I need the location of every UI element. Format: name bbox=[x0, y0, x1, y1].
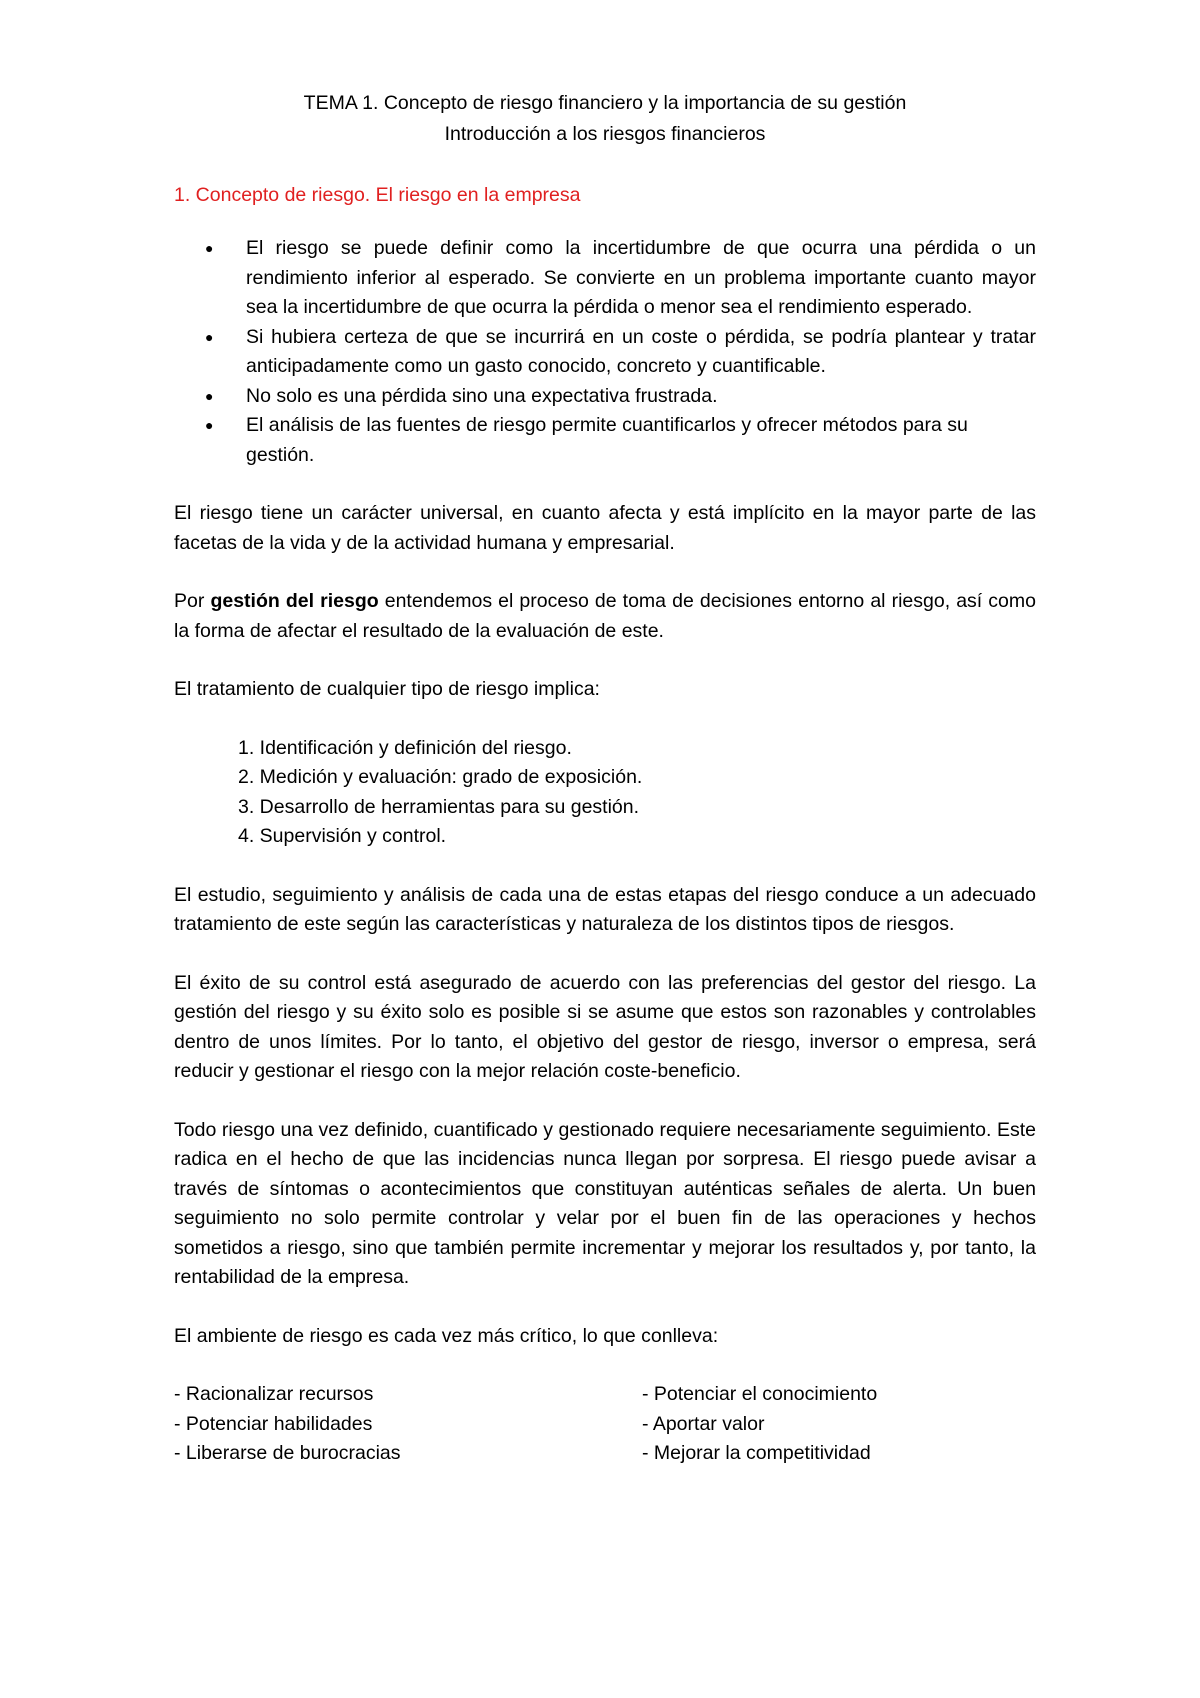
bullet-dot-icon: ● bbox=[205, 328, 214, 345]
document-content bbox=[174, 88, 1036, 1469]
bullet-text: No solo es una pérdida sino una expectativa frustrada. bbox=[246, 384, 718, 407]
bullet-dot-icon: ● bbox=[205, 417, 214, 433]
consequence-item: - Aportar valor bbox=[642, 1412, 765, 1435]
bullet-text: El riesgo se puede definir como la incertidumbre de que ocurra una pérdida o un rendimiento inferior al esperado. Se convierte en un problema importante cuanto mayor sea la incertidumbre de que ocurra la pérdida o menor sea el rendimiento esperado. bbox=[246, 237, 1036, 318]
consequence-item: - Potenciar habilidades bbox=[174, 1412, 373, 1435]
bullet-item bbox=[174, 234, 1036, 323]
bullet-item bbox=[174, 323, 1036, 382]
bullet-dot-icon: ● bbox=[205, 240, 214, 256]
consequences-right-column bbox=[642, 1380, 1036, 1469]
step-item: 1. Identificación y definición del riesgo. bbox=[238, 736, 572, 759]
paragraph-exito: El éxito de su control está asegurado de acuerdo con las preferencias del gestor del riesgo. La gestión del riesgo y su éxito solo es posible si se asume que estos son razonables y controlables dentro de unos límites. Por lo tanto, el objetivo del gestor de riesgo, inversor o empresa, será reducir y gestionar el riesgo con la mejor relación coste-beneficio. bbox=[174, 971, 1036, 1082]
bullet-item bbox=[174, 382, 1036, 412]
gestion-prefix: Por bbox=[174, 590, 211, 612]
step-item: 3. Desarrollo de herramientas para su gestión. bbox=[238, 795, 640, 818]
title-line-1: TEMA 1. Concepto de riesgo financiero y la importancia de su gestión bbox=[303, 92, 907, 114]
steps-list bbox=[174, 734, 1036, 852]
bullet-dot-icon: ● bbox=[205, 387, 214, 404]
consequences-left-column bbox=[174, 1380, 642, 1469]
gestion-term: gestión del riesgo bbox=[210, 590, 379, 612]
paragraph-gestion bbox=[174, 587, 1036, 646]
consequence-item: - Racionalizar recursos bbox=[174, 1383, 374, 1405]
paragraph-universal: El riesgo tiene un carácter universal, en cuanto afecta y está implícito en la mayor parte de las facetas de la vida y de la actividad humana y empresarial. bbox=[174, 502, 1036, 554]
paragraph-seguimiento: Todo riesgo una vez definido, cuantificado y gestionado requiere necesariamente seguimiento. Este radica en el hecho de que las incidencias nunca llegan por sorpresa. El riesgo puede avisar a través de síntomas o acontecimientos que constituyan auténticas señales de alerta. Un buen seguimiento no solo permite controlar y velar por el buen fin de las operaciones y hechos sometidos a riesgo, sino que también permite incrementar y mejorar los resultados y, por tanto, la rentabilidad de la empresa. bbox=[174, 1118, 1036, 1288]
bullet-text: El análisis de las fuentes de riesgo permite cuantificarlos y ofrecer métodos para su gestión. bbox=[246, 414, 968, 466]
step-item: 2. Medición y evaluación: grado de exposición. bbox=[238, 766, 643, 788]
document-title bbox=[174, 88, 1036, 150]
paragraph-ambiente: El ambiente de riesgo es cada vez más crítico, lo que conlleva: bbox=[174, 1324, 719, 1347]
gestion-rest: entendemos el proceso de toma de decisiones entorno al riesgo, así como la forma de afectar el resultado de la evaluación de este. bbox=[174, 590, 1036, 642]
bullet-item bbox=[174, 411, 1036, 470]
consequence-item: - Liberarse de burocracias bbox=[174, 1442, 401, 1464]
consequences-list bbox=[174, 1380, 1036, 1469]
paragraph-tratamiento-intro: El tratamiento de cualquier tipo de riesgo implica: bbox=[174, 678, 600, 700]
section-heading: 1. Concepto de riesgo. El riesgo en la empresa bbox=[174, 184, 581, 206]
bullet-list bbox=[174, 234, 1036, 470]
consequence-item: - Mejorar la competitividad bbox=[642, 1442, 871, 1464]
paragraph-estudio: El estudio, seguimiento y análisis de cada una de estas etapas del riesgo conduce a un adecuado tratamiento de este según las características y naturaleza de los distintos tipos de riesgos. bbox=[174, 883, 1036, 935]
consequence-item: - Potenciar el conocimiento bbox=[642, 1383, 878, 1405]
step-item: 4. Supervisión y control. bbox=[238, 825, 447, 847]
title-line-2: Introducción a los riesgos financieros bbox=[444, 123, 766, 145]
bullet-text: Si hubiera certeza de que se incurrirá en un coste o pérdida, se podría plantear y tratar anticipadamente como un gasto conocido, concreto y cuantificable. bbox=[246, 325, 1036, 377]
